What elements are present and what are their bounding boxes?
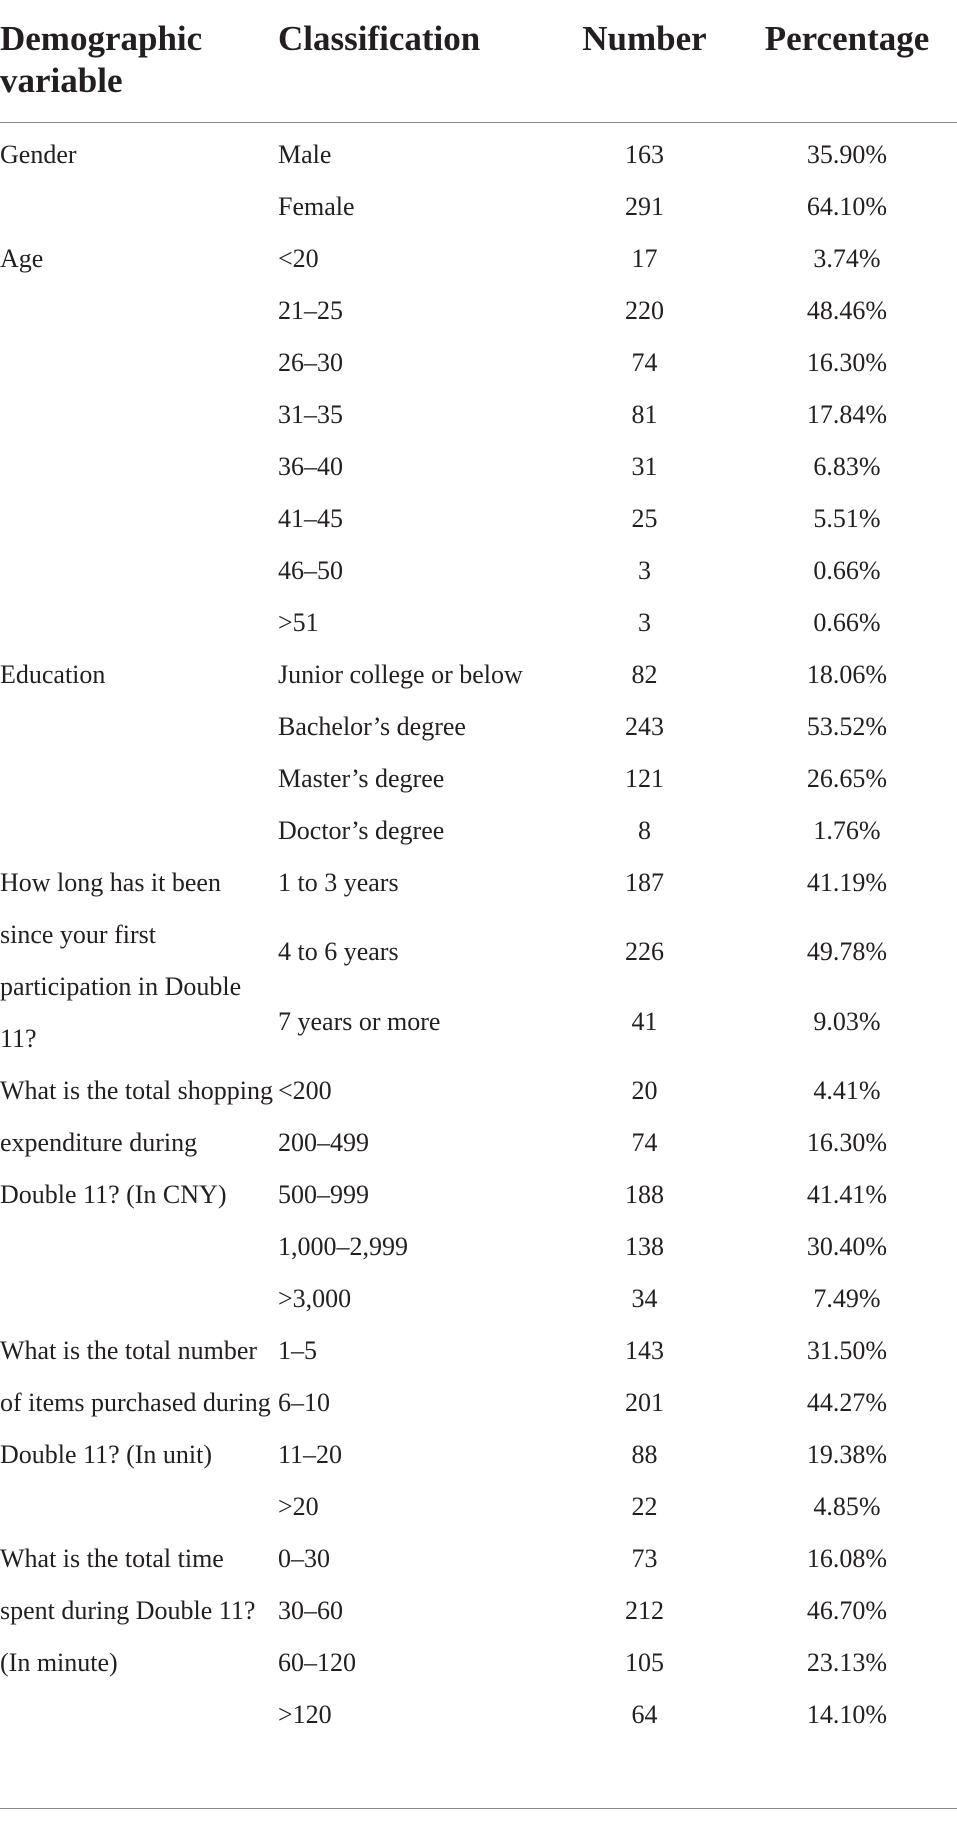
cell-percentage: 31.50%: [806, 1336, 888, 1365]
header-number: Number: [552, 0, 737, 123]
cell-percentage: 6.83%: [813, 452, 881, 481]
table-row: [0, 701, 957, 753]
cell-classification: 30–60: [278, 1596, 343, 1625]
cell-number: 212: [625, 1596, 664, 1625]
cell-classification: 36–40: [278, 452, 343, 481]
cell-number: 34: [631, 1284, 658, 1313]
table-row: [0, 1533, 957, 1585]
table-row: [0, 1325, 957, 1377]
cell-demographic-variable: What is the total shopping expenditure during Double 11? (In CNY): [0, 1076, 273, 1209]
cell-percentage: 0.66%: [813, 608, 881, 637]
header-classification: Classification: [278, 0, 552, 123]
header-percentage: Percentage: [737, 0, 957, 123]
cell-demographic-variable: Age: [0, 244, 44, 273]
cell-classification: 7 years or more: [278, 1006, 441, 1036]
cell-percentage: 7.49%: [813, 1284, 881, 1313]
cell-number: 31: [631, 452, 658, 481]
cell-number: 143: [625, 1336, 664, 1365]
cell-classification: Junior college or below: [278, 660, 523, 689]
cell-demographic-variable: [0, 701, 278, 753]
cell-number: 64: [631, 1700, 658, 1729]
cell-classification: 46–50: [278, 556, 343, 585]
cell-percentage: 23.13%: [806, 1648, 888, 1677]
cell-number: 88: [631, 1440, 658, 1469]
cell-classification: 4 to 6 years: [278, 937, 399, 967]
cell-classification: 11–20: [278, 1440, 343, 1469]
cell-number: 74: [631, 1128, 658, 1157]
cell-number: 226: [625, 937, 664, 967]
cell-classification: 500–999: [278, 1180, 369, 1209]
cell-percentage: 19.38%: [806, 1440, 888, 1469]
cell-number: 82: [631, 660, 658, 689]
cell-percentage: 5.51%: [813, 504, 881, 533]
cell-number: 243: [625, 712, 664, 741]
table-row: [0, 493, 957, 545]
cell-number: 22: [631, 1492, 658, 1521]
cell-classification: Female: [278, 192, 355, 221]
cell-number: 163: [625, 140, 664, 169]
cell-classification: >51: [278, 608, 319, 637]
cell-number: 20: [631, 1076, 658, 1105]
cell-percentage: 35.90%: [806, 140, 888, 169]
cell-percentage: 16.30%: [806, 1128, 888, 1157]
cell-classification: >120: [278, 1700, 332, 1729]
header-row: [0, 0, 957, 123]
cell-percentage: 48.46%: [806, 296, 888, 325]
cell-percentage: 53.52%: [806, 712, 888, 741]
cell-percentage: 30.40%: [806, 1232, 888, 1261]
cell-demographic-variable: Gender: [0, 140, 77, 169]
cell-number: 81: [631, 400, 658, 429]
table-bottom-rule: [0, 1808, 957, 1809]
cell-demographic-variable: [0, 597, 278, 649]
cell-classification: <20: [278, 244, 319, 273]
cell-demographic-variable: [0, 285, 278, 337]
cell-number: 291: [625, 192, 664, 221]
table-row: [0, 649, 957, 701]
cell-percentage: 49.78%: [806, 937, 888, 967]
cell-demographic-variable: [0, 545, 278, 597]
cell-classification: >3,000: [278, 1284, 352, 1313]
cell-demographic-variable: [0, 493, 278, 545]
cell-classification: 26–30: [278, 348, 343, 377]
table-row: [0, 441, 957, 493]
cell-percentage: 16.08%: [806, 1544, 888, 1573]
cell-classification: 1,000–2,999: [278, 1232, 408, 1261]
cell-demographic-variable: How long has it been since your first participation in Double 11?: [0, 868, 242, 1053]
cell-classification: 6–10: [278, 1388, 330, 1417]
cell-classification: 0–30: [278, 1544, 330, 1573]
cell-percentage: 14.10%: [806, 1700, 888, 1729]
table-body: [0, 123, 957, 1742]
cell-percentage: 26.65%: [806, 764, 888, 793]
cell-demographic-variable: [0, 753, 278, 805]
cell-percentage: 64.10%: [806, 192, 888, 221]
cell-number: 105: [625, 1648, 664, 1677]
cell-number: 41: [631, 1006, 658, 1036]
cell-number: 188: [625, 1180, 664, 1209]
table-header: [0, 0, 957, 123]
cell-classification: 1–5: [278, 1336, 317, 1365]
cell-percentage: 46.70%: [806, 1596, 888, 1625]
table-row: [0, 337, 957, 389]
cell-demographic-variable: [0, 181, 278, 233]
cell-classification: Bachelor’s degree: [278, 712, 466, 741]
table-row: [0, 805, 957, 857]
cell-percentage: 9.03%: [813, 1006, 881, 1036]
cell-number: 8: [638, 816, 651, 845]
table-row: [0, 857, 957, 926]
table-row: [0, 1065, 957, 1117]
cell-classification: Male: [278, 140, 332, 169]
cell-classification: 60–120: [278, 1648, 356, 1677]
cell-percentage: 17.84%: [806, 400, 888, 429]
cell-number: 25: [631, 504, 658, 533]
cell-percentage: 16.30%: [806, 348, 888, 377]
table-row: [0, 123, 957, 182]
cell-percentage: 1.76%: [813, 816, 881, 845]
cell-percentage: 4.85%: [813, 1492, 881, 1521]
table-row: [0, 597, 957, 649]
table-row: [0, 233, 957, 285]
cell-number: 220: [625, 296, 664, 325]
cell-number: 17: [631, 244, 658, 273]
header-demographic-variable: Demographic variable: [0, 0, 278, 123]
table-row: [0, 181, 957, 233]
cell-demographic-variable: Education: [0, 660, 106, 689]
cell-percentage: 3.74%: [813, 244, 881, 273]
cell-demographic-variable: What is the total time spent during Double 11? (In minute): [0, 1544, 256, 1677]
table-row: [0, 285, 957, 337]
cell-classification: >20: [278, 1492, 319, 1521]
cell-demographic-variable: [0, 805, 278, 857]
cell-number: 73: [631, 1544, 658, 1573]
cell-demographic-variable: What is the total number of items purchased during Double 11? (In unit): [0, 1336, 271, 1469]
cell-classification: <200: [278, 1076, 332, 1105]
cell-classification: 200–499: [278, 1128, 369, 1157]
cell-percentage: 44.27%: [806, 1388, 888, 1417]
cell-demographic-variable: [0, 441, 278, 493]
cell-number: 187: [625, 868, 664, 897]
cell-percentage: 41.19%: [806, 868, 888, 897]
cell-percentage: 18.06%: [806, 660, 888, 689]
table-row: [0, 389, 957, 441]
cell-classification: 41–45: [278, 504, 343, 533]
cell-percentage: 4.41%: [813, 1076, 881, 1105]
cell-number: 3: [638, 608, 651, 637]
cell-percentage: 0.66%: [813, 556, 881, 585]
cell-number: 138: [625, 1232, 664, 1261]
table-row: [0, 545, 957, 597]
cell-classification: 21–25: [278, 296, 343, 325]
cell-classification: 31–35: [278, 400, 343, 429]
cell-number: 201: [625, 1388, 664, 1417]
cell-classification: 1 to 3 years: [278, 868, 399, 897]
cell-demographic-variable: [0, 337, 278, 389]
cell-classification: Doctor’s degree: [278, 816, 445, 845]
cell-demographic-variable: [0, 389, 278, 441]
cell-number: 3: [638, 556, 651, 585]
cell-classification: Master’s degree: [278, 764, 445, 793]
cell-number: 74: [631, 348, 658, 377]
table-row: [0, 753, 957, 805]
cell-percentage: 41.41%: [806, 1180, 888, 1209]
cell-number: 121: [625, 764, 664, 793]
